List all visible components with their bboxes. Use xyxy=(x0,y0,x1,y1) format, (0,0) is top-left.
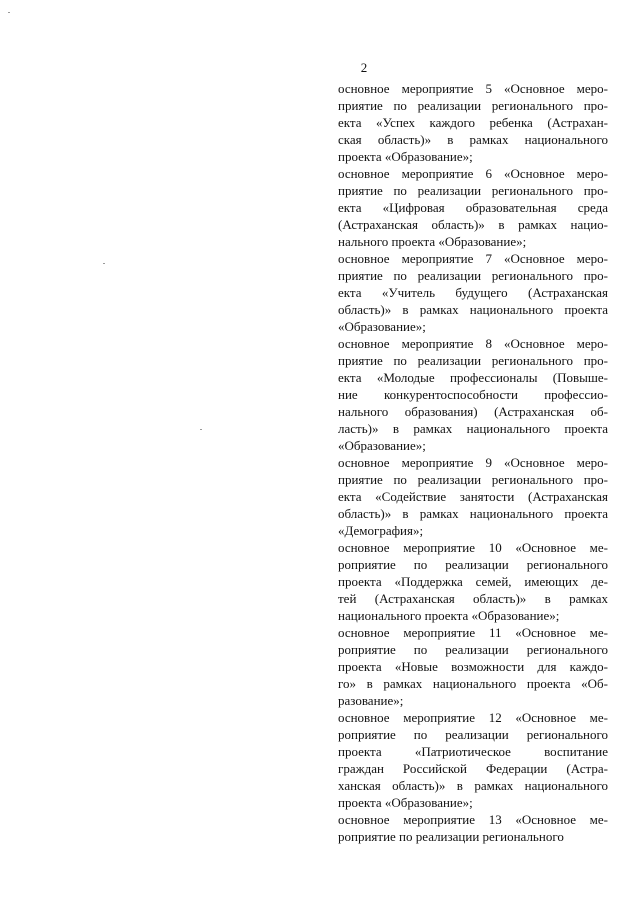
list-item xyxy=(338,335,608,454)
text-line: приятие по реализации регионального про- xyxy=(338,268,608,283)
text-line: ская область)» в рамках национального xyxy=(338,132,608,147)
scan-speck xyxy=(200,429,202,430)
text-line: приятие по реализации регионального про- xyxy=(338,183,608,198)
scan-speck xyxy=(103,263,105,264)
text-line: основное мероприятие 12 «Основное ме- xyxy=(338,710,608,725)
text-line: «Демография»; xyxy=(338,523,424,538)
text-line: «Образование»; xyxy=(338,438,426,453)
text-line: основное мероприятие 6 «Основное меро- xyxy=(338,166,608,181)
text-line: роприятие по реализации регионального xyxy=(338,727,608,742)
list-item xyxy=(338,165,608,250)
text-line: основное мероприятие 9 «Основное меро- xyxy=(338,455,608,470)
text-line: нального проекта «Образование»; xyxy=(338,234,527,249)
text-line: основное мероприятие 5 «Основное меро- xyxy=(338,81,608,96)
text-line: граждан Российской Федерации (Астра- xyxy=(338,761,608,776)
list-item xyxy=(338,539,608,624)
text-line: область)» в рамках национального проекта xyxy=(338,302,608,317)
text-line: ние конкурентоспособности профессио- xyxy=(338,387,608,402)
text-line: проекта «Образование»; xyxy=(338,795,473,810)
text-line: основное мероприятие 13 «Основное ме- xyxy=(338,812,608,827)
text-line: екта «Учитель будущего (Астраханская xyxy=(338,285,608,300)
page-number: 2 xyxy=(360,60,368,75)
text-line: область)» в рамках национального проекта xyxy=(338,506,608,521)
list-item xyxy=(338,80,608,165)
text-line: роприятие по реализации регионального xyxy=(338,829,564,844)
text-line: приятие по реализации регионального про- xyxy=(338,353,608,368)
text-line: роприятие по реализации регионального xyxy=(338,642,608,657)
text-line: разование»; xyxy=(338,693,404,708)
text-line: екта «Содействие занятости (Астраханская xyxy=(338,489,608,504)
scan-speck xyxy=(8,12,10,13)
list-item xyxy=(338,811,608,845)
list-item xyxy=(338,709,608,811)
text-line: основное мероприятие 10 «Основное ме- xyxy=(338,540,608,555)
list-item xyxy=(338,250,608,335)
text-line: екта «Цифровая образовательная среда xyxy=(338,200,608,215)
text-line: основное мероприятие 11 «Основное ме- xyxy=(338,625,608,640)
text-column xyxy=(338,80,608,845)
text-line: ханская область)» в рамках национального xyxy=(338,778,608,793)
text-line: (Астраханская область)» в рамках нацио- xyxy=(338,217,608,232)
text-line: роприятие по реализации регионального xyxy=(338,557,608,572)
text-line: «Образование»; xyxy=(338,319,426,334)
text-line: приятие по реализации регионального про- xyxy=(338,98,608,113)
text-line: ласть)» в рамках национального проекта xyxy=(338,421,608,436)
text-line: основное мероприятие 7 «Основное меро- xyxy=(338,251,608,266)
text-line: нального образования) (Астраханская об- xyxy=(338,404,608,419)
text-line: проекта «Патриотическое воспитание xyxy=(338,744,608,759)
text-line: проекта «Образование»; xyxy=(338,149,473,164)
text-line: тей (Астраханская область)» в рамках xyxy=(338,591,608,606)
text-line: го» в рамках национального проекта «Об- xyxy=(338,676,608,691)
text-line: проекта «Новые возможности для каждо- xyxy=(338,659,608,674)
text-line: екта «Успех каждого ребенка (Астрахан- xyxy=(338,115,608,130)
text-line: приятие по реализации регионального про- xyxy=(338,472,608,487)
list-item xyxy=(338,624,608,709)
text-line: екта «Молодые профессионалы (Повыше- xyxy=(338,370,608,385)
text-line: национального проекта «Образование»; xyxy=(338,608,560,623)
text-line: основное мероприятие 8 «Основное меро- xyxy=(338,336,608,351)
text-line: проекта «Поддержка семей, имеющих де- xyxy=(338,574,608,589)
list-item xyxy=(338,454,608,539)
